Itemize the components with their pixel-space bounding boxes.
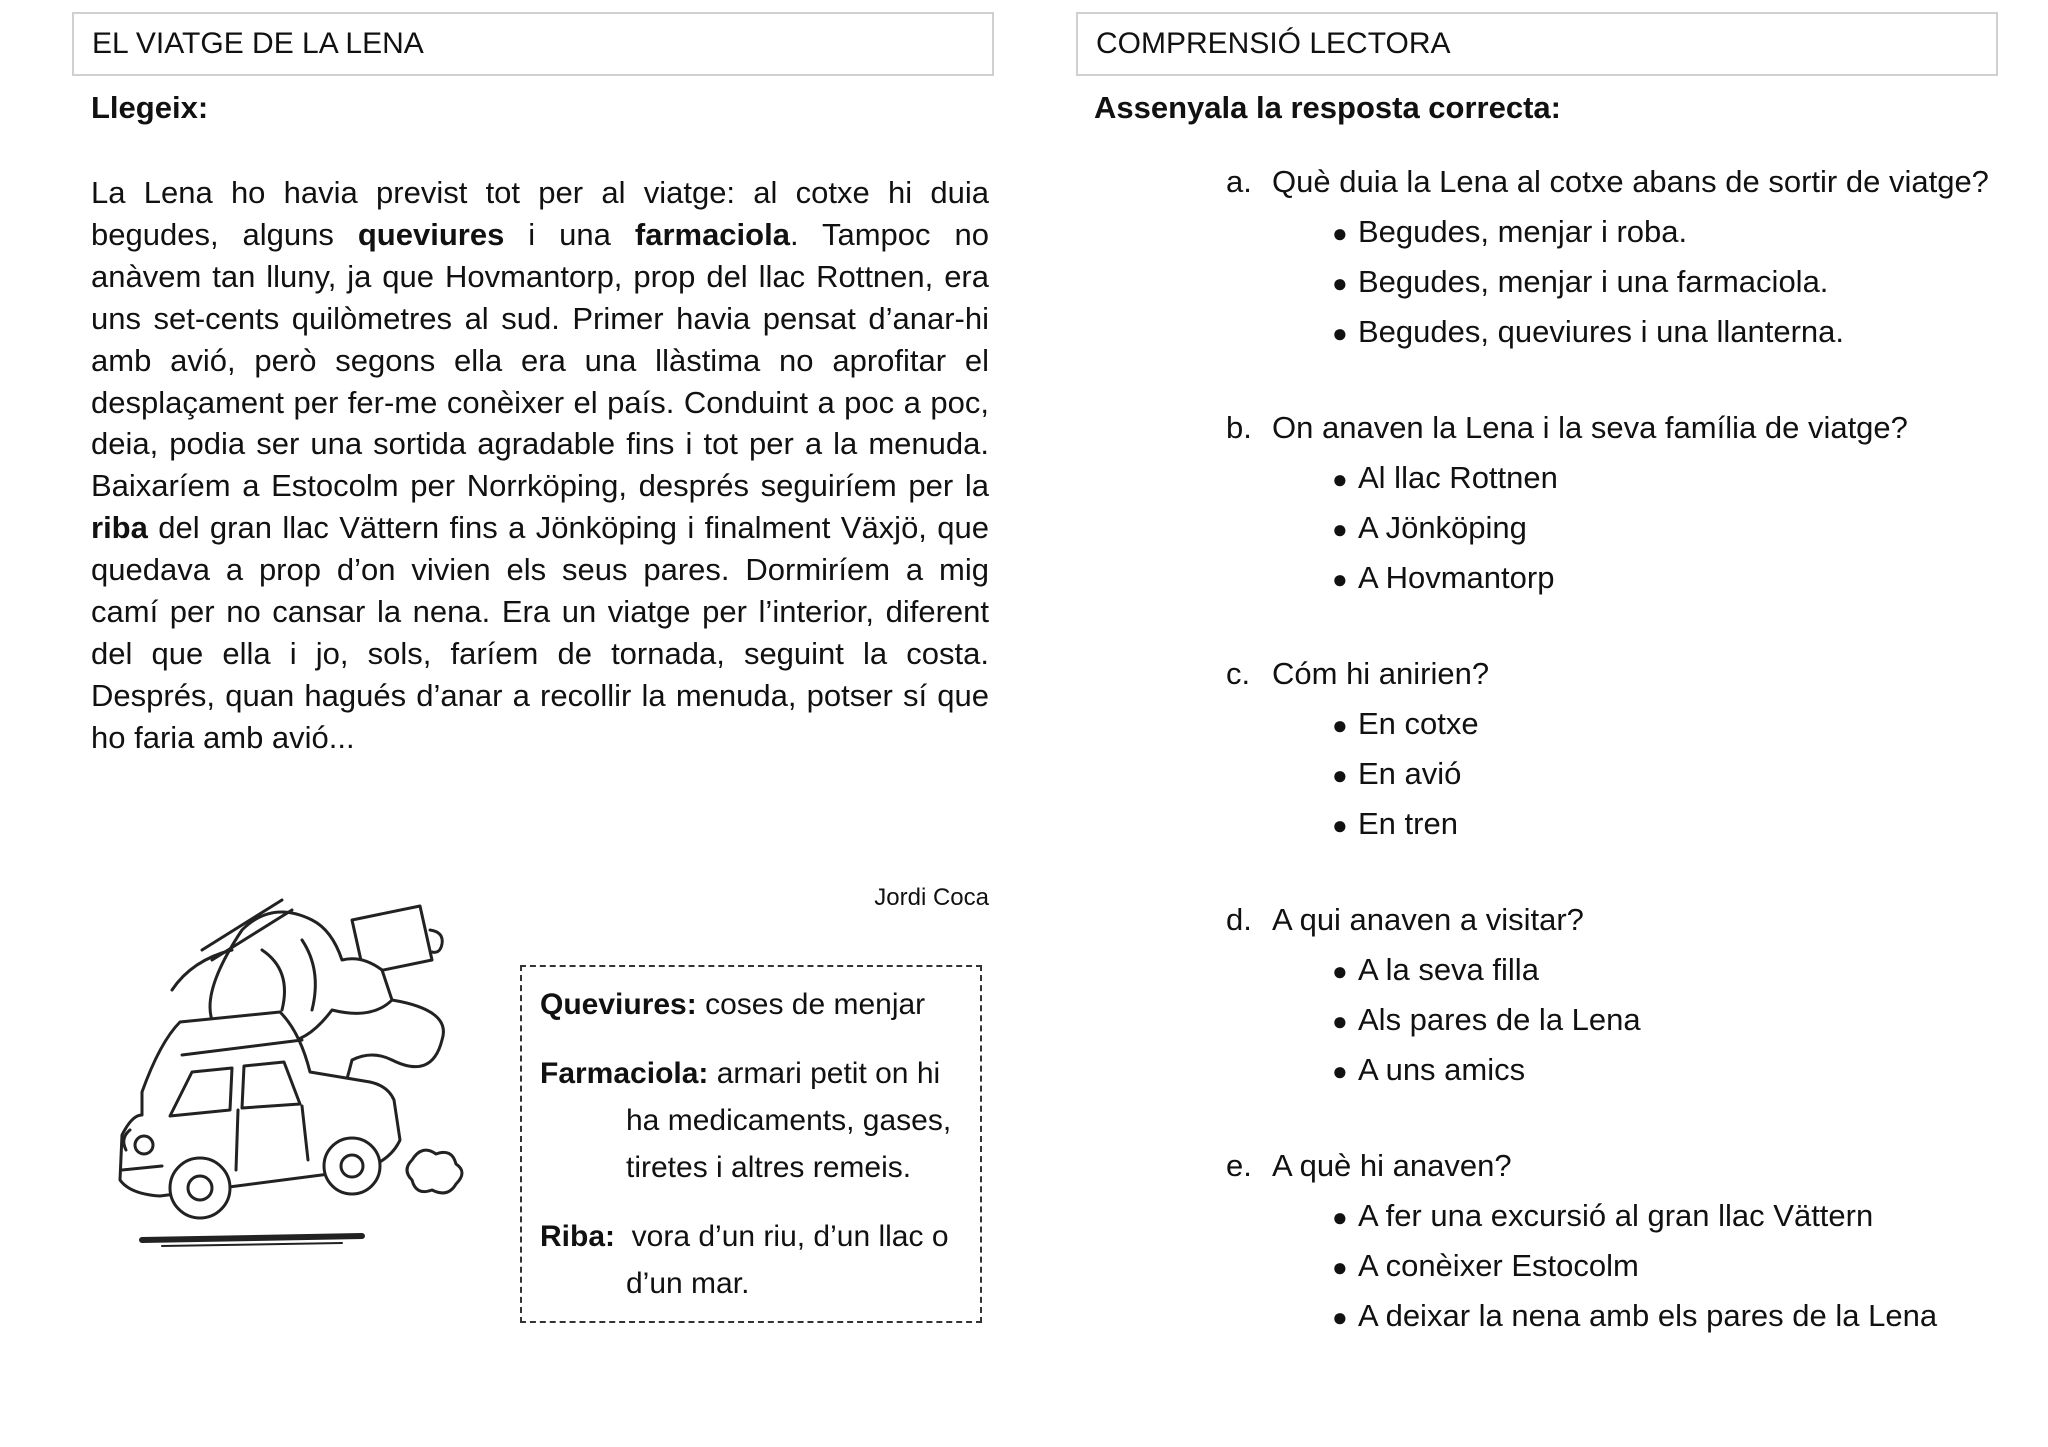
option-text: A fer una excursió al gran llac Vättern <box>1358 1198 1874 1233</box>
answer-option[interactable] <box>1332 264 1828 300</box>
option-text: A la seva filla <box>1358 952 1539 987</box>
answer-option[interactable] <box>1332 1002 1641 1038</box>
question-letter: a. <box>1226 164 1252 199</box>
author-name: Jordi Coca <box>874 884 989 911</box>
option-text: En cotxe <box>1358 706 1479 741</box>
bullet-icon: ● <box>1332 760 1348 790</box>
bullet-icon: ● <box>1332 218 1348 248</box>
glossary-entry-queviures <box>540 981 964 1028</box>
answer-option[interactable] <box>1332 560 1554 596</box>
glossary-definition: armari petit on hi <box>708 1057 941 1090</box>
comprehension-title: COMPRENSIÓ LECTORA <box>1076 12 1998 76</box>
question-text: Què duia la Lena al cotxe abans de sortir de viatge? <box>1272 164 1989 199</box>
option-text: A conèixer Estocolm <box>1358 1248 1639 1283</box>
question-text: Cóm hi anirien? <box>1272 656 1490 691</box>
passage-text: del gran llac Vättern fins a Jönköping i finalment Växjö, que quedava a prop d’on vivien els seus pares. Dormiríem a mig camí per no cansar la nena. Era un viatge per l’interior, diferent del que ella i jo, sols, faríem de tornada, seguint la costa. Després, quan hagués d’anar a recollir la menuda, potser sí que ho faria amb avió... <box>91 510 989 755</box>
glossary-box <box>520 965 982 1323</box>
question-c <box>1226 656 1489 692</box>
option-text: A Hovmantorp <box>1358 560 1555 595</box>
glossary-entry-riba <box>540 1213 964 1307</box>
glossary-definition: d’un mar. <box>626 1267 750 1300</box>
option-text: A deixar la nena amb els pares de la Lena <box>1358 1298 1938 1333</box>
answer-option[interactable] <box>1332 214 1687 250</box>
glossary-term: Farmaciola: <box>540 1057 709 1090</box>
glossary-definition: vora d’un riu, d’un llac o <box>615 1220 949 1253</box>
bullet-icon: ● <box>1332 1202 1348 1232</box>
passage-keyword-riba: riba <box>91 510 148 546</box>
question-letter: b. <box>1226 410 1252 445</box>
bullet-icon: ● <box>1332 710 1348 740</box>
question-a <box>1226 164 1989 200</box>
question-letter: d. <box>1226 902 1252 937</box>
bullet-icon: ● <box>1332 514 1348 544</box>
option-text: A uns amics <box>1358 1052 1526 1087</box>
glossary-term: Riba: <box>540 1220 615 1253</box>
option-text: Begudes, menjar i una farmaciola. <box>1358 264 1829 299</box>
glossary-definition: tiretes i altres remeis. <box>626 1151 912 1184</box>
option-text: Al llac Rottnen <box>1358 460 1558 495</box>
question-text: On anaven la Lena i la seva família de viatge? <box>1272 410 1908 445</box>
glossary-definition: coses de menjar <box>696 988 926 1021</box>
question-letter: e. <box>1226 1148 1252 1183</box>
reading-instruction: Llegeix: <box>91 90 209 125</box>
answer-option[interactable] <box>1332 1052 1525 1088</box>
bullet-icon: ● <box>1332 956 1348 986</box>
option-text: Begudes, queviures i una llanterna. <box>1358 314 1844 349</box>
passage-text: . Tampoc no anàvem tan lluny, ja que Hovmantorp, prop del llac Rottnen, era uns set-cents quilòmetres al sud. Primer havia pensat d’anar-hi amb avió, però segons ella era una llàstima no aprofitar el desplaçament per fer-me conèixer el país. Conduint a poc a poc, deia, podia ser una sortida agradable fins i tot per a la menuda. Baixaríem a Estocolm per Norrköping, després seguiríem per la <box>91 216 989 504</box>
glossary-definition: ha medicaments, gases, <box>626 1104 952 1137</box>
answer-option[interactable] <box>1332 706 1479 742</box>
answer-option[interactable] <box>1332 1198 1873 1234</box>
question-b <box>1226 410 1908 446</box>
bullet-icon: ● <box>1332 464 1348 494</box>
question-text: A què hi anaven? <box>1272 1148 1512 1183</box>
bullet-icon: ● <box>1332 318 1348 348</box>
bullet-icon: ● <box>1332 268 1348 298</box>
reading-passage <box>91 172 989 759</box>
reading-title: EL VIATGE DE LA LENA <box>72 12 994 76</box>
car-loaded-with-luggage-icon <box>52 810 482 1330</box>
passage-text: i una <box>504 216 635 252</box>
bullet-icon: ● <box>1332 810 1348 840</box>
passage-text: La Lena ho havia previst tot per al viatge: al cotxe hi duia begudes, alguns <box>91 175 989 252</box>
passage-keyword-farmaciola: farmaciola <box>634 216 790 252</box>
comprehension-instruction: Assenyala la resposta correcta: <box>1094 90 1561 125</box>
glossary-term: Queviures: <box>540 988 697 1021</box>
passage-keyword-queviures: queviures <box>357 216 505 252</box>
glossary-entry-farmaciola <box>540 1050 964 1191</box>
answer-option[interactable] <box>1332 952 1539 988</box>
answer-option[interactable] <box>1332 1298 1937 1334</box>
option-text: En avió <box>1358 756 1462 791</box>
bullet-icon: ● <box>1332 1252 1348 1282</box>
option-text: En tren <box>1358 806 1458 841</box>
bullet-icon: ● <box>1332 1056 1348 1086</box>
bullet-icon: ● <box>1332 1302 1348 1332</box>
question-e <box>1226 1148 1512 1184</box>
answer-option[interactable] <box>1332 756 1461 792</box>
answer-option[interactable] <box>1332 1248 1639 1284</box>
bullet-icon: ● <box>1332 1006 1348 1036</box>
bullet-icon: ● <box>1332 564 1348 594</box>
answer-option[interactable] <box>1332 510 1527 546</box>
question-d <box>1226 902 1584 938</box>
option-text: Begudes, menjar i roba. <box>1358 214 1688 249</box>
answer-option[interactable] <box>1332 460 1558 496</box>
option-text: Als pares de la Lena <box>1358 1002 1641 1037</box>
option-text: A Jönköping <box>1358 510 1527 545</box>
question-text: A qui anaven a visitar? <box>1272 902 1584 937</box>
answer-option[interactable] <box>1332 314 1844 350</box>
question-letter: c. <box>1226 656 1251 691</box>
answer-option[interactable] <box>1332 806 1458 842</box>
